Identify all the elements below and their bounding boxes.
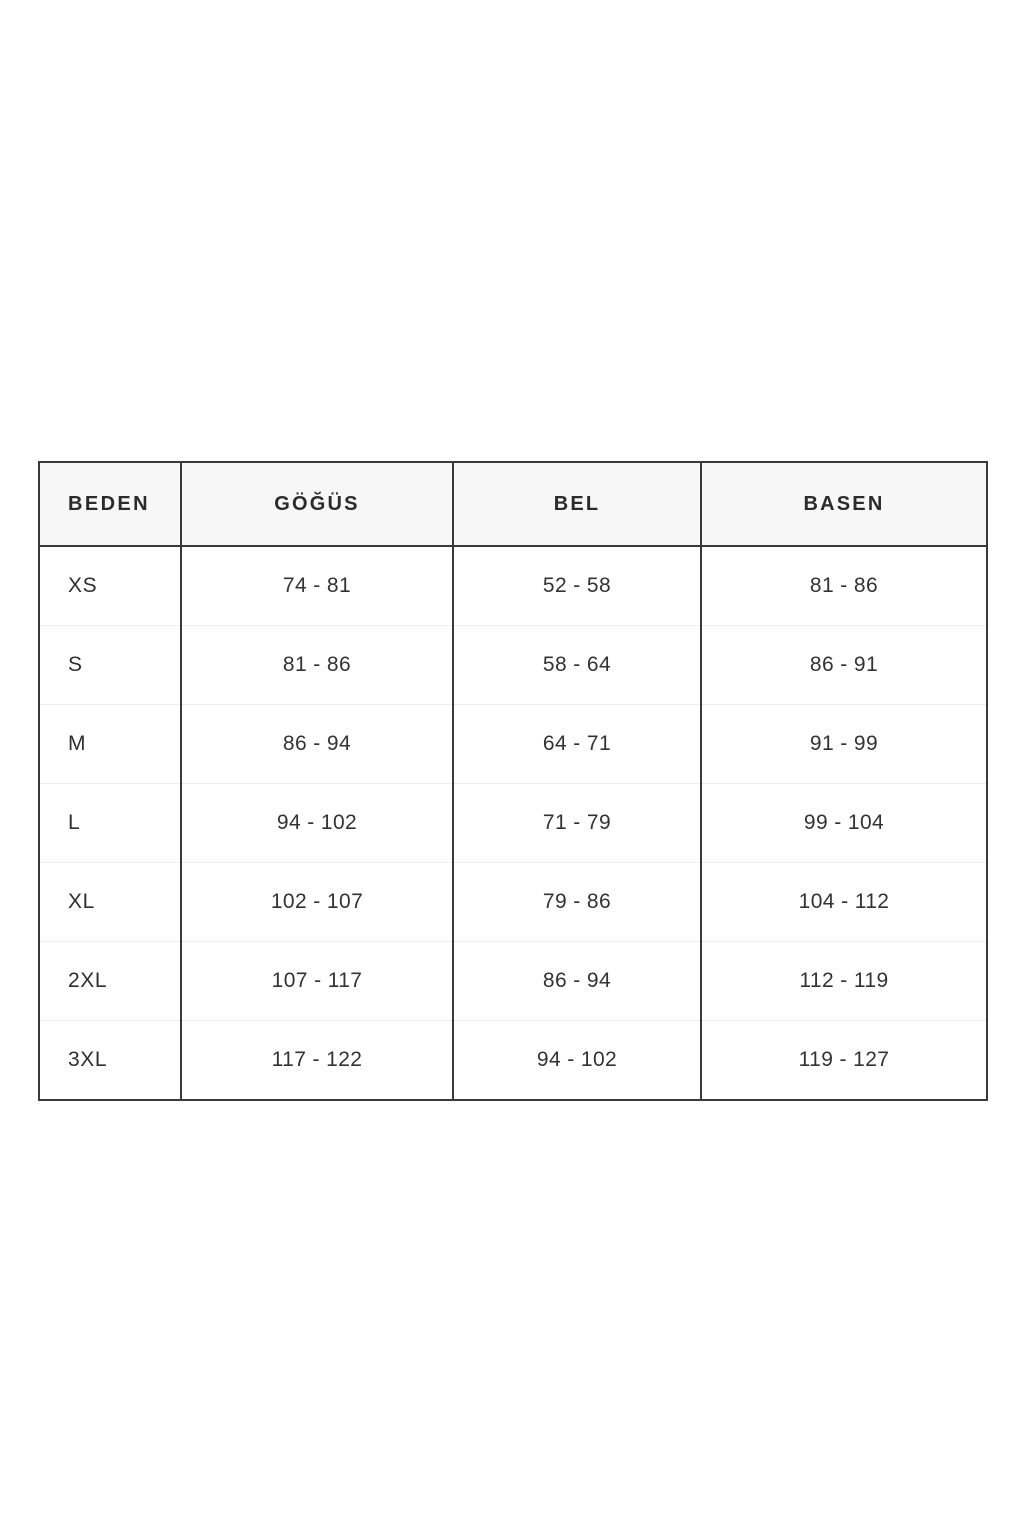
table-row [39,546,987,626]
cell-gogus: 102 - 107 [181,863,453,942]
cell-bel: 52 - 58 [453,546,701,626]
cell-beden: S [39,626,181,705]
table-row [39,1021,987,1101]
cell-bel: 94 - 102 [453,1021,701,1101]
cell-gogus: 107 - 117 [181,942,453,1021]
size-chart-container [38,461,986,1101]
cell-basen: 112 - 119 [701,942,987,1021]
cell-basen: 91 - 99 [701,705,987,784]
cell-gogus: 81 - 86 [181,626,453,705]
cell-gogus: 94 - 102 [181,784,453,863]
cell-beden: M [39,705,181,784]
table-row [39,626,987,705]
cell-bel: 79 - 86 [453,863,701,942]
cell-gogus: 86 - 94 [181,705,453,784]
cell-basen: 86 - 91 [701,626,987,705]
cell-beden: 3XL [39,1021,181,1101]
cell-bel: 64 - 71 [453,705,701,784]
cell-beden: XL [39,863,181,942]
cell-basen: 81 - 86 [701,546,987,626]
cell-beden: L [39,784,181,863]
column-header-beden: BEDEN [39,462,181,546]
cell-basen: 119 - 127 [798,1048,890,1071]
size-chart-table [38,461,988,1101]
table-row [39,942,987,1021]
table-header [39,462,987,546]
table-row [39,705,987,784]
column-header-bel: BEL [453,462,701,546]
table-body [39,546,987,1100]
table-row [39,784,987,863]
table-header-row [39,462,987,546]
cell-bel: 71 - 79 [453,784,701,863]
cell-beden: XS [39,546,181,626]
cell-basen: 104 - 112 [701,863,987,942]
table-row [39,863,987,942]
column-header-gogus: GÖĞÜS [181,462,453,546]
cell-beden: 2XL [39,942,181,1021]
cell-gogus: 117 - 122 [181,1021,453,1101]
cell-gogus: 74 - 81 [181,546,453,626]
cell-basen: 99 - 104 [701,784,987,863]
cell-bel: 58 - 64 [453,626,701,705]
column-header-basen: BASEN [701,462,987,546]
cell-bel: 86 - 94 [453,942,701,1021]
